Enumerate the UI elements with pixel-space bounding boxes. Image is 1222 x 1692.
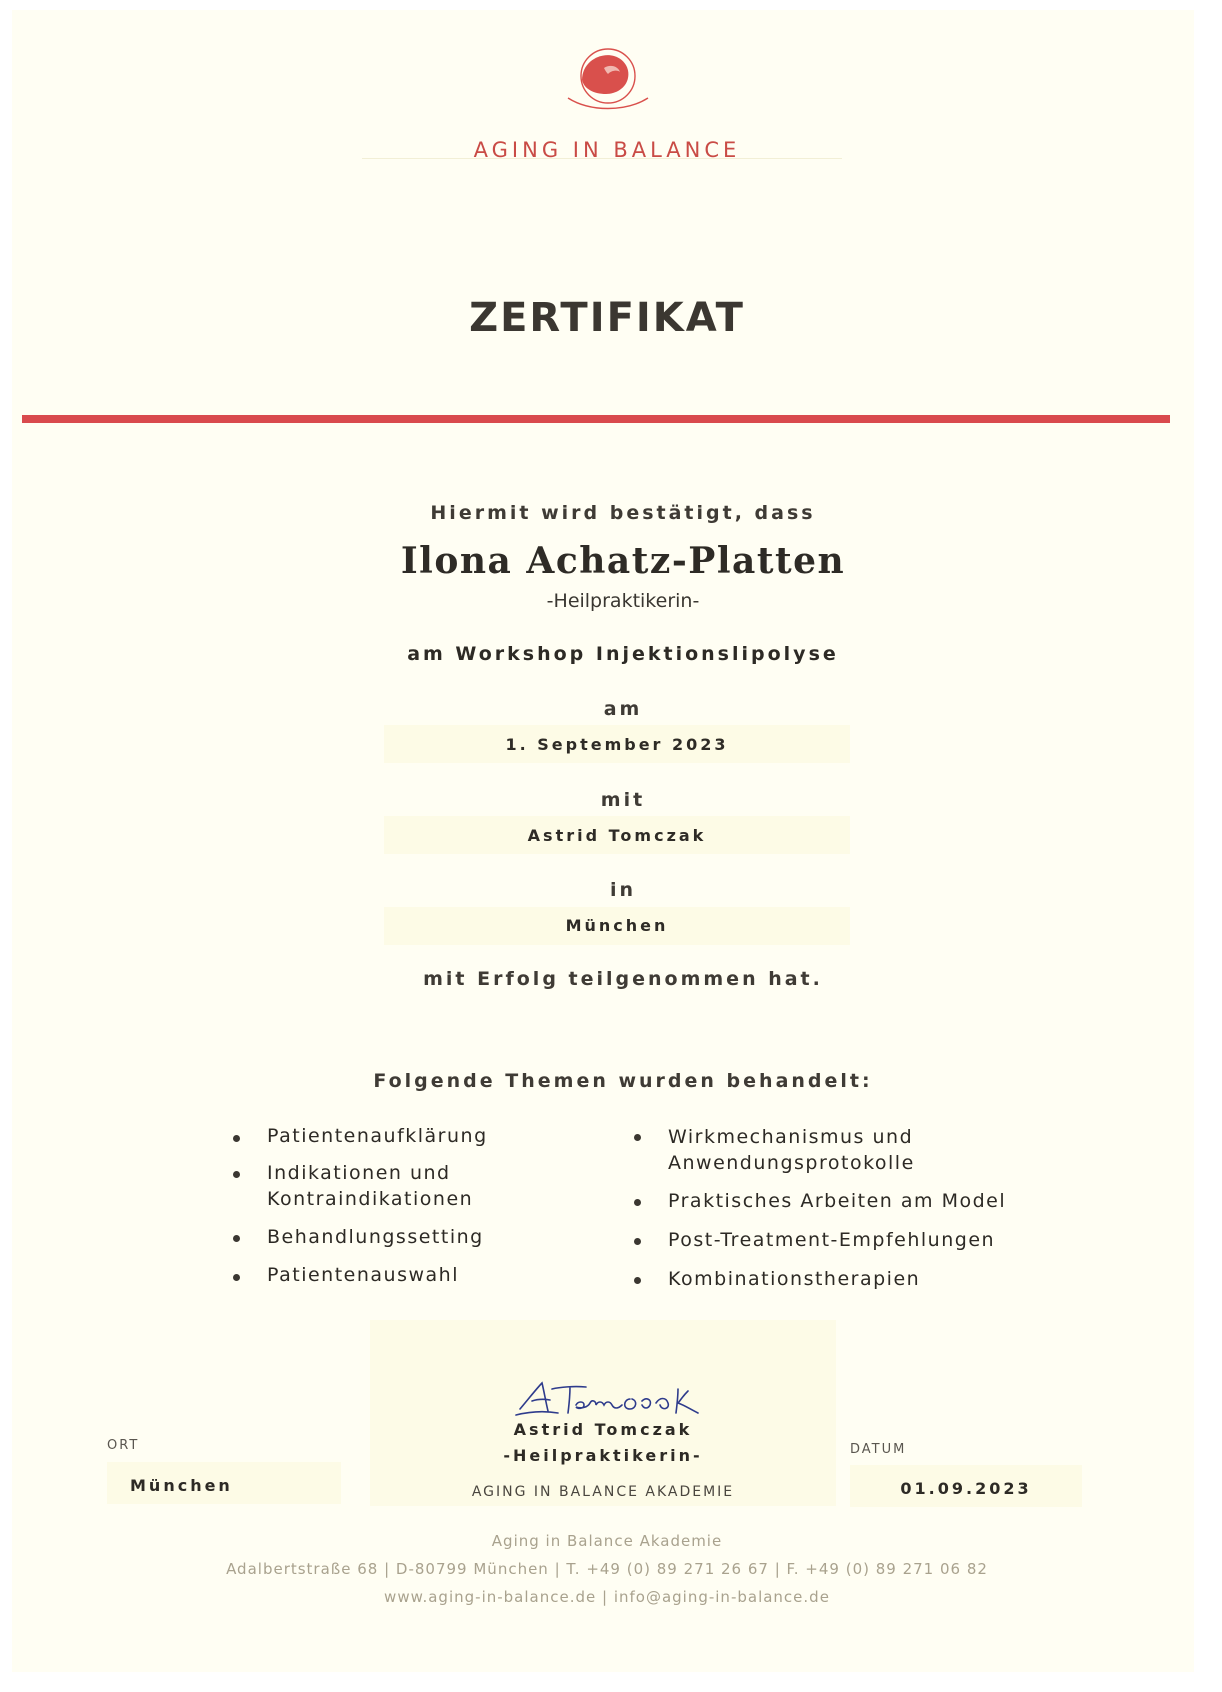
certificate-page: [12, 10, 1194, 1672]
brand-name: AGING IN BALANCE: [473, 138, 741, 162]
handwritten-signature-icon: [512, 1375, 737, 1425]
topic-item: Patientenaufklärung: [267, 1125, 488, 1147]
topic-item: Patientenauswahl: [267, 1264, 459, 1286]
place-value: München: [565, 916, 669, 935]
ort-value: München: [130, 1476, 233, 1495]
certificate-title: ZERTIFIKAT: [469, 295, 745, 341]
bullet-icon: [233, 1274, 240, 1281]
trainer-label: mit: [600, 789, 646, 811]
topic-item: Behandlungssetting: [267, 1226, 484, 1248]
red-divider: [22, 415, 1170, 423]
signer-organization: AGING IN BALANCE AKADEMIE: [471, 1484, 735, 1500]
date-label: am: [603, 698, 643, 720]
success-text: mit Erfolg teilgenommen hat.: [423, 968, 823, 990]
bullet-icon: [634, 1199, 641, 1206]
datum-label: DATUM: [850, 1442, 907, 1457]
topic-item: Praktisches Arbeiten am Model: [668, 1190, 1007, 1212]
topic-item: Post-Treatment-Empfehlungen: [668, 1229, 996, 1251]
intro-text: Hiermit wird bestätigt, dass: [430, 502, 816, 524]
bullet-icon: [634, 1134, 641, 1141]
topic-item: Indikationen und Kontraindikationen: [267, 1162, 474, 1210]
bullet-icon: [233, 1235, 240, 1242]
signer-role: -Heilpraktikerin-: [503, 1446, 703, 1465]
signer-name: Astrid Tomczak: [513, 1420, 693, 1439]
topics-heading: Folgende Themen wurden behandelt:: [373, 1070, 873, 1092]
footer-address: Adalbertstraße 68 | D-80799 München | T. +49 (0) 89 271 26 67 | F. +49 (0) 89 271 06 82: [226, 1560, 988, 1578]
bullet-icon: [233, 1171, 240, 1178]
bullet-icon: [634, 1277, 641, 1284]
datum-value: 01.09.2023: [900, 1479, 1032, 1498]
participant-name: Ilona Achatz-Platten: [400, 540, 846, 582]
brand-subline-divider: [362, 158, 842, 183]
participant-role: -Heilpraktikerin-: [546, 590, 700, 612]
trainer-value: Astrid Tomczak: [527, 826, 707, 845]
ort-label: ORT: [107, 1438, 140, 1453]
date-value: 1. September 2023: [505, 735, 729, 754]
footer-contact: www.aging-in-balance.de | info@aging-in-balance.de: [384, 1588, 830, 1606]
bullet-icon: [233, 1135, 240, 1142]
place-label: in: [609, 879, 637, 901]
topic-item: Wirkmechanismus und Anwendungsprotokolle: [668, 1126, 915, 1174]
bullet-icon: [634, 1238, 641, 1245]
footer-organization: Aging in Balance Akademie: [491, 1532, 723, 1550]
workshop-title: am Workshop Injektionslipolyse: [407, 643, 839, 665]
topic-item: Kombinationstherapien: [668, 1268, 921, 1290]
aging-in-balance-logo-icon: [560, 42, 656, 122]
